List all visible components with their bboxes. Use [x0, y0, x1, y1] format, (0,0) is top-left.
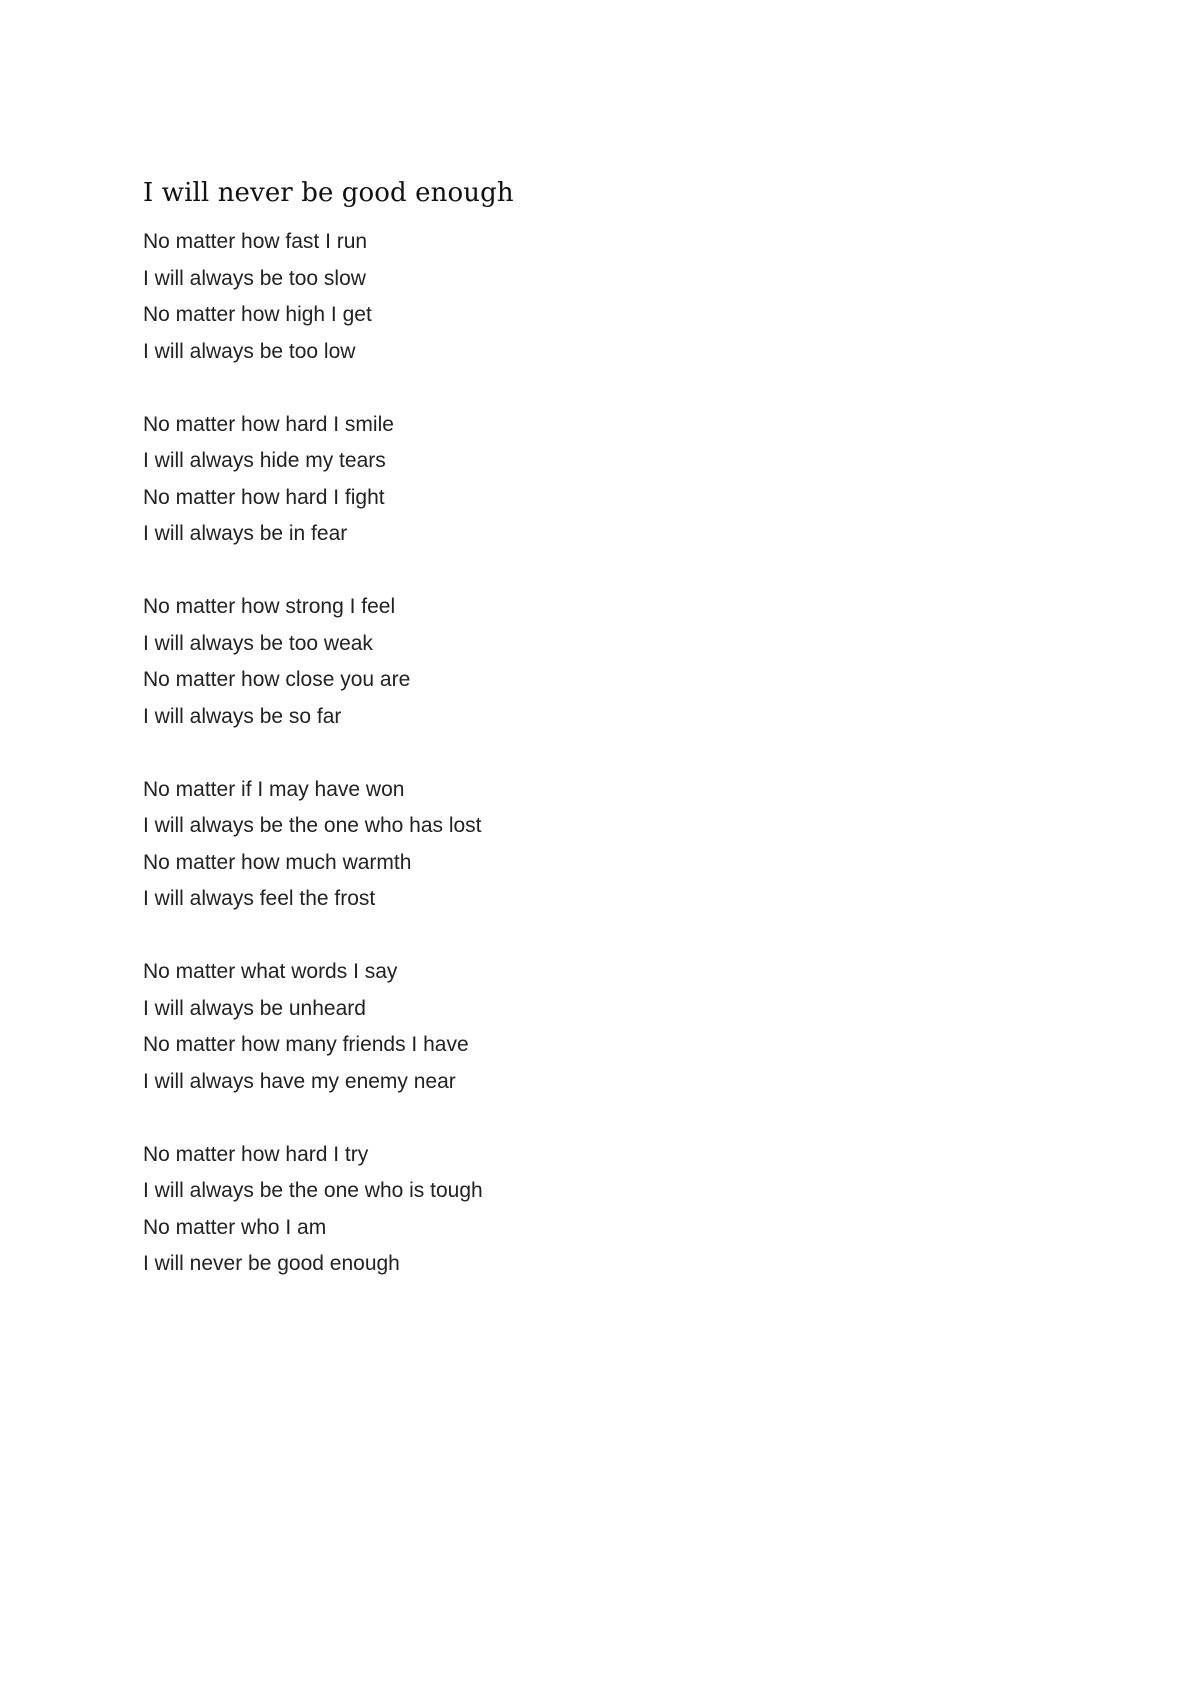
- poem-line: I will always hide my tears: [143, 449, 386, 472]
- poem-line: No matter how many friends I have: [143, 1033, 469, 1056]
- stanza-2: [143, 407, 1043, 553]
- poem-line: No matter how much warmth: [143, 850, 412, 874]
- poem: [143, 173, 1043, 1319]
- poem-line: No matter how hard I fight: [143, 485, 385, 509]
- stanza-6: [143, 1137, 1043, 1283]
- poem-line: I will always be too low: [143, 339, 356, 363]
- poem-line: I will always be in fear: [143, 522, 348, 545]
- poem-line: No matter what words I say: [143, 960, 398, 983]
- poem-line: I will always feel the frost: [143, 887, 376, 910]
- poem-line: I will always be the one who is tough: [143, 1179, 483, 1202]
- poem-line: No matter how strong I feel: [143, 595, 396, 618]
- poem-body: [143, 224, 1043, 1283]
- poem-line: No matter how high I get: [143, 303, 372, 326]
- stanza-3: [143, 589, 1043, 735]
- poem-line: I will always be too weak: [143, 631, 373, 655]
- stanza-1: [143, 224, 1043, 370]
- poem-line: No matter who I am: [143, 1215, 327, 1239]
- poem-line: I will always be so far: [143, 704, 342, 728]
- poem-line: I will always have my enemy near: [143, 1069, 456, 1093]
- stanza-5: [143, 954, 1043, 1100]
- poem-line: I will always be too slow: [143, 266, 366, 290]
- poem-line: I will never be good enough: [143, 1252, 400, 1275]
- stanza-4: [143, 772, 1043, 918]
- poem-line: I will always be the one who has lost: [143, 814, 482, 837]
- poem-line: No matter how hard I smile: [143, 412, 394, 436]
- poem-line: No matter if I may have won: [143, 777, 405, 801]
- poem-line: No matter how close you are: [143, 668, 411, 691]
- poem-line: No matter how hard I try: [143, 1142, 369, 1166]
- poem-line: I will always be unheard: [143, 996, 366, 1020]
- poem-line: No matter how fast I run: [143, 230, 368, 253]
- poem-title: I will never be good enough: [143, 178, 514, 208]
